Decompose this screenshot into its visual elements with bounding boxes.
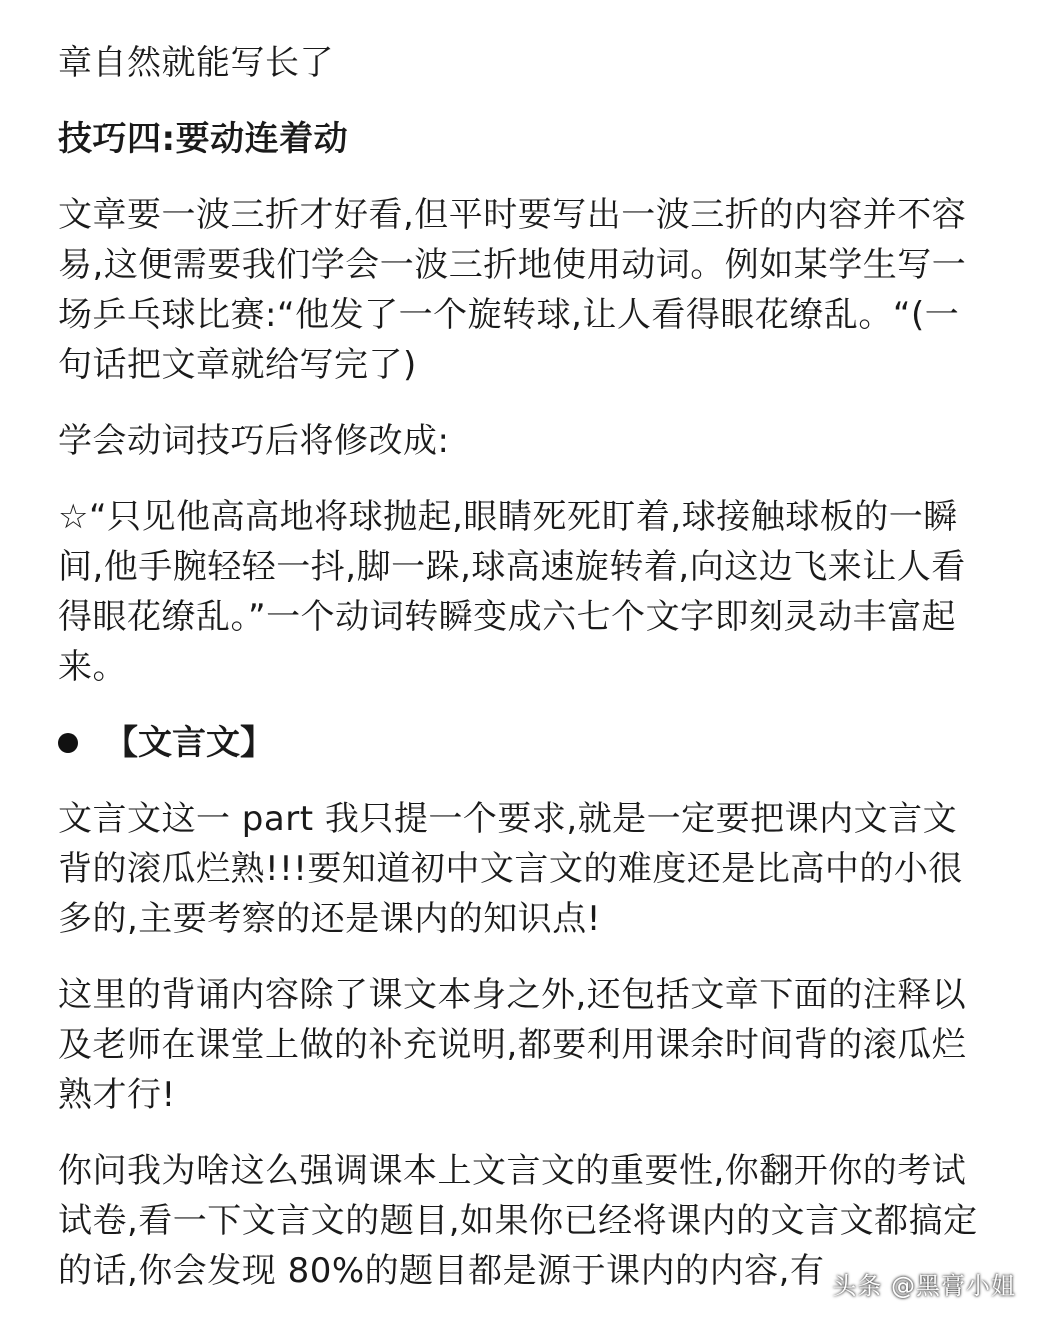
section-heading-classical-chinese <box>58 718 988 768</box>
section-title: 【文言文】 <box>104 723 274 763</box>
paragraph-importance: 你问我为啥这么强调课本上文言文的重要性,你翻开你的考试试卷,看一下文言文的题目,如果你已经将课内的文言文都搞定的话,你会发现 80%的题目都是源于课内的内容,有 <box>58 1151 978 1291</box>
paragraph-recitation-content: 这里的背诵内容除了课文本身之外,还包括文章下面的注释以及老师在课堂上做的补充说明,都要利用课余时间背的滚瓜烂熟才行! <box>58 975 967 1115</box>
paragraph-intro-tail: 章自然就能写长了 <box>58 43 334 83</box>
heading-technique-four: 技巧四:要动连着动 <box>58 119 349 159</box>
bullet-dot-icon <box>58 733 78 753</box>
article-body <box>58 38 988 1322</box>
paragraph-classical-requirement: 文言文这一 part 我只提一个要求,就是一定要把课内文言文背的滚瓜烂熟!!!要知道初中文言文的难度还是比高中的小很多的,主要考察的还是课内的知识点! <box>58 799 963 939</box>
paragraph-verb-example: 文章要一波三折才好看,但平时要写出一波三折的内容并不容易,这便需要我们学会一波三折地使用动词。例如某学生写一场乒乓球比赛:“他发了一个旋转球,让人看得眼花缭乱。“(一句话把文章就给写完了) <box>58 195 967 385</box>
watermark: 头条 @黑膏小姐 <box>832 1272 1016 1300</box>
paragraph-revised-example: ☆“只见他高高地将球抛起,眼睛死死盯着,球接触球板的一瞬间,他手腕轻轻一抖,脚一跺,球高速旋转着,向这边飞来让人看得眼花缭乱。”一个动词转瞬变成六七个文字即刻灵动丰富起来。 <box>58 497 966 687</box>
paragraph-revision-intro: 学会动词技巧后将修改成: <box>58 421 450 461</box>
